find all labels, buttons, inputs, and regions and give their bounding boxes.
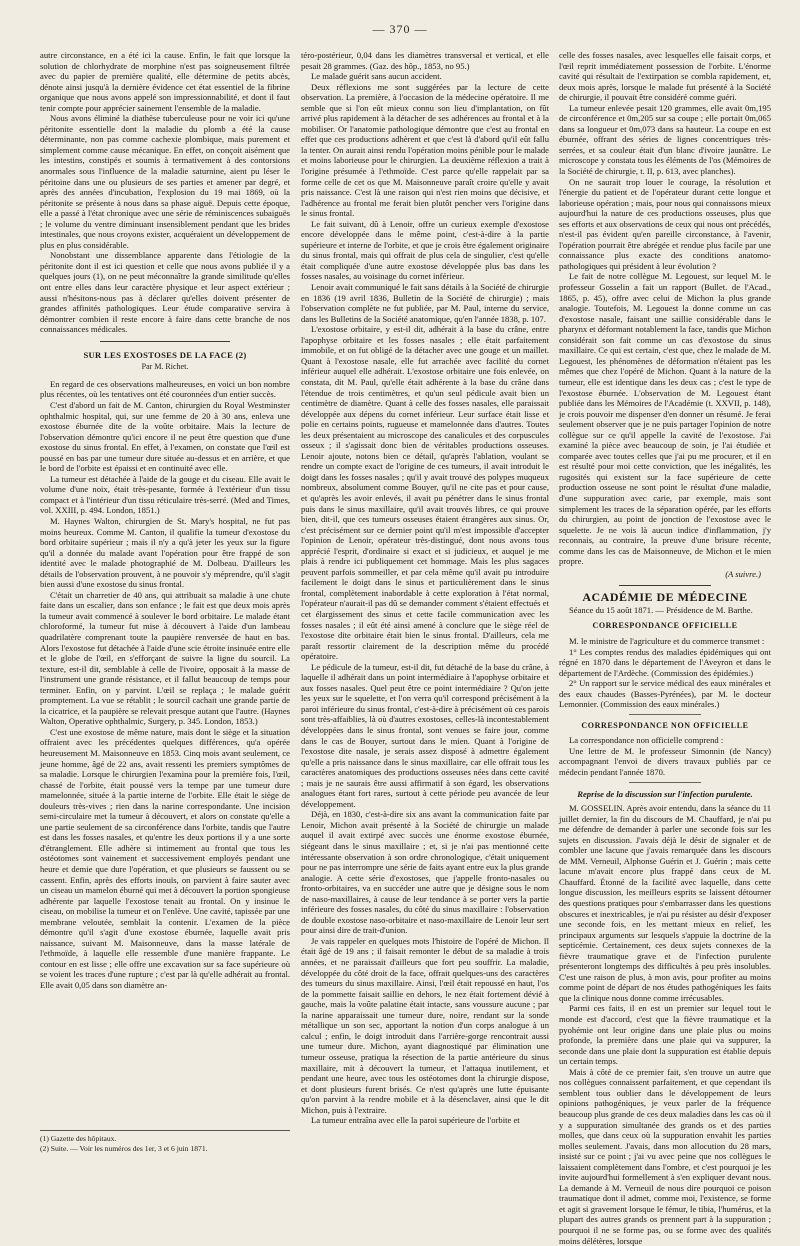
paragraph: M. Haynes Walton, chirurgien de St. Mary's hospital, ne fut pas moins heureux. Comme M. Canton, il qualifie la tumeur d'exostose du bord orbitaire supérieur ; mais il n'y a qu'à jeter les yeux sur la figure qu'il a donnée du malade avant l'opération pour être frappé de son identité avec le malade photographié de M. Dolbeau. D'ailleurs les détails de l'observation prouvent, à ne pouvoir s'y méprendre, qu'il s'agit bien aussi d'une exostose du sinus frontal.	[40, 515, 290, 590]
footnote: (2) Suite. — Voir les numéros des 1er, 3 et 6 juin 1871.	[40, 1144, 208, 1153]
to-be-continued: (A suivre.)	[725, 568, 761, 579]
paragraph: Parmi ces faits, il en est un premier sur lequel tout le monde est d'accord, c'est que la fièvre traumatique et la pyohémie ont leur origine dans une plaie plus ou moins profonde, la première dans une plaie qui va suppurer, la seconde dans une plaie dont la suppuration est établie depuis un certain temps.	[559, 1003, 771, 1067]
paragraph: téro-postérieur, 0,04 dans les diamètres transversal et vertical, et elle pesait 28 grammes. (Gaz. des hôp., 1853, no 95.)	[301, 50, 549, 71]
subsection-divider	[629, 782, 701, 783]
column-3	[559, 50, 771, 1246]
paragraph: C'est une exostose de même nature, mais dont le siège et la situation offraient avec les précédentes quelques différences, qu'a opérée heureusement M. Maisonneuve en 1853. Cinq mois avant seulement, ce jeune homme, âgé de 22 ans, avait ressenti les premiers symptômes de sa maladie. Lorsque le chirurgien l'examina pour la première fois, l'œil, chassé de l'orbite, était poussé vers la tempe par une tumeur dure mamelonnée, située à la partie interne de l'orbite. Elle était le siège de douleurs très-vives ; rien dans la narine correspondante. Une incision semi-circulaire met la tumeur à découvert, et alors on constate qu'elle a une partie seulement de sa circonférence dans l'orbite, tandis que l'autre est dans les fosses nasales, et qu'entre les deux portions il y a une sorte d'étranglement. Elle adhère si intimement au frontal que tous les ostéotomes sont vainement et successivement employés pendant une heure et demie que dure l'opération, et que plusieurs se faussent ou se cassent. Enfin, après des efforts inouïs, on parvient à faire sauter avec un ciseau un mamelon éburné qui met à découvert la portion spongieuse adhérente par laquelle l'exostose tenait au frontal. On y insinue le ciseau, on mobilise la tumeur et on l'enlève. Une cavité, tapissée par une membrane veloutée, semblait la contenir. L'examen de la pièce démontre qu'il s'agit d'une exostose éburnée, laquelle avait pris naissance, suivant M. Maisonneuve, dans la masse latérale de l'ethmoïde, à laquelle elle ressemble d'une manière frappante. Le contour en est lisse ; elle offre une excavation sur sa face supérieure où se voient les traces d'une rupture ; c'est par là qu'elle adhérait au frontal. Elle avait 0,05 dans son diamètre an-	[40, 726, 290, 991]
session-line: Séance du 15 août 1871. — Présidence de M. Barthe.	[569, 604, 753, 615]
paragraph: Le fait de notre collègue M. Legouest, sur lequel M. le professeur Gosselin a fait un rapport (Bullet. de l'Acad., 1865, p. 45), offre avec celui de Michon la plus grande analogie. Toutefois, M. Legouest la donne comme un cas d'exostose nasale, faisant une saillie considérable dans le pharynx et déformant notablement la face, tandis que Michon considérait son fait comme un cas d'exostose du sinus maxillaire. Ce qui est certain, c'est que, chez le malade de M. Legouest, les phénomènes de déformation n'étaient pas les mêmes que chez l'opéré de Michon. Quant à la nature de la tumeur, elle est identique dans les deux cas ; c'est le type de l'exostose éburnée. L'observation de M. Legouest étant publiée dans les Mémoires de l'Académie (t. XXVII, p. 148), je crois pouvoir me dispenser d'en donner un résumé. Je ferai seulement observer que je ne puis partager l'opinion de notre collègue sur ce qu'il appelle la cavité de l'exostose. J'ai examiné la pièce avec beaucoup de soin, je l'ai étudiée et comparée avec toutes celles que j'ai pu me procurer, et il en est résulté pour moi cette conviction, que les inégalités, les rugosités qui existent sur la face supérieure de cette production osseuse ne sont point le résultat d'une maladie, d'une suppuration avec carie, par exemple, mais sont simplement les traces de la séparation opérée, par les efforts du chirurgien, au point de jonction de l'exostose avec le squelette. Je ne vois là aucun indice d'inflammation, j'y reconnais, au contraire, la preuve d'une brisure récente, comme dans les cas de Maisonneuve, de Michon et le mien propre.	[559, 271, 771, 567]
paragraph: Deux réflexions me sont suggérées par la lecture de cette observation. La première, à l'occasion de la médecine opératoire. Il me semble que si l'on eût mieux connu son lieu d'implantation, on fût arrivé plus rapidement à la détacher de ses adhérences au frontal et à la mobiliser. Or l'anatomie pathologique démontre que c'est au frontal en effet que ces productions adhèrent et que c'est là d'abord qu'il eût fallu la tenter. On aurait ainsi rendu l'opération moins pénible pour le malade et moins laborieuse pour le chirurgien. La deuxième réflexion a trait à l'origine présumée à l'ethmoïde. C'est parce qu'elle rappelait par sa forme celle de cet os que M. Maisonneuve paraît croire qu'elle y avait pris naissance. C'est là une raison qui n'est rien moins que décisive, et l'adhérence au frontal me ferait bien plutôt pencher vers l'origine dans le sinus frontal.	[301, 81, 549, 219]
footnote: (1) Gazette des hôpitaux.	[40, 1134, 117, 1143]
article-title: SUR LES EXOSTOSES DE LA FACE (2)	[83, 349, 247, 360]
paragraph: M. GOSSELIN. Après avoir entendu, dans la séance du 11 juillet dernier, la fin du discours de M. Chauffard, je n'ai pu me défendre de demander à parler une seconde fois sur les sujets en discussion. J'avais déjà le désir de signaler et de combler une lacune que j'avais remarquée dans les discours de MM. Verneuil, Alphonse Guérin et J. Guérin ; mais cette lacune m'avait encore plus frappé dans ceux de M. Chauffard. Étonné de la facilité avec laquelle, dans cette longue discussion, les meilleurs esprits se laissent détourner des questions pratiques pour s'embarrasser dans les questions obscures et inextricables, je n'ai pu résister au désir d'exposer une seconde fois, en les mettant mieux en relief, les principaux arguments sur lesquels s'appuie la doctrine de la septicémie. Certainement, ces deux sujets connexes de la fièvre traumatique grave et de l'infection purulente présenteront longtemps des difficultés à peu près insolubles. C'est une raison de plus, à mon avis, pour profiter au moins comme point de départ de nos études pathogéniques les faits que la clinique nous donne comme irrécusables.	[559, 803, 771, 1003]
paragraph: Le pédicule de la tumeur, est-il dit, fut détaché de la base du crâne, à laquelle il adhérait dans un point intermédiaire à l'apophyse orbitaire et aux fosses nasales. Quel peut être ce point intermédiaire ? Qu'on jette les yeux sur le squelette, et l'on verra qu'il correspond précisément à la paroi inférieure du sinus frontal, c'est-à-dire à précisément où ces parois sont très-affaiblies, là où d'autres exostoses, celles-là incontestablement développées dans le sinus frontal, sont venues se faire jour, comme dans le cas de Bouyer, surtout dans le mien. Quant à l'origine de l'exostose dite nasale, je serais assez disposé à admettre également qu'elle a pris naissance dans le sinus maxillaire, car elle offrait tous les caractères anatomiques des productions osseuses nées dans cette cavité ; mais je ne saurais être aussi affirmatif à son égard, les observations analogues étant fort rares, surtout à cette période peu avancée de leur développement.	[301, 661, 549, 809]
paragraph: On ne saurait trop louer le courage, la résolution et l'énergie du patient et de l'opérateur durant cette longue et laborieuse opération ; mais, pour nous qui connaissons mieux aujourd'hui la nature de ces productions osseuses, plus que ses efforts et aux observations de ceux qui nous ont précédés, n'est-il pas évident qu'en pareille circonstance, à l'avenir, l'opération pourrait être abrégée et rendue plus facile par une connaissance plus exacte des conditions anatomo-pathologiques qui président à leur évolution ?	[559, 176, 771, 271]
article-author: Par M. Richet.	[141, 362, 189, 372]
paragraph: Le malade guérit sans aucun accident.	[311, 71, 442, 82]
subsection-title: CORRESPONDANCE NON OFFICIELLE	[581, 720, 749, 730]
paragraph: celle des fosses nasales, avec lesquelles elle faisait corps, et l'œil reprit immédiatement possession de l'orbite. L'énorme cavité qui résultait de l'extirpation se combla rapidement, et, deux mois après, lorsque le malade fut présenté à la Société de chirurgie, il pouvait être considéré comme guéri.	[559, 50, 771, 103]
paragraph: Mais à côté de ce premier fait, s'en trouve un autre que nos collègues connaissent parfaitement, et que cependant ils semblent tous oublier dans le développement de leurs opinions pathogéniques, je veux parler de la fréquence beaucoup plus grande de ces deux maladies dans les cas où il y a suppuration simultanée des grands os et des parties molles, que dans ceux où la suppuration envahit les parties molles seulement. J'avais, dans mon allocution du 28 mars, insisté sur ce point ; j'ai vu avec peine que nos collègues le laissaient complètement dans l'ombre, et c'est pourquoi je les invite aujourd'hui formellement à s'en expliquer devant nous. La demande à M. Verneuil de nous dire pourquoi ce poison traumatique dont il admet, comme moi, l'existence, se forme et agit si gravement lorsque le fémur, le tibia, l'humérus, et la plupart des autres grands os prennent part à la suppuration ; pourquoi il ne se forme pas, ou se forme avec des qualités moins délétères, lorsque	[559, 1066, 771, 1246]
section-title: ACADÉMIE DE MÉDECINE	[582, 590, 748, 605]
section-divider	[619, 585, 711, 586]
section-divider	[100, 341, 230, 342]
paragraph: Lenoir avait communiqué le fait sans détails à la Société de chirurgie en 1836 (19 avril 1836, Bulletin de la Société de chirurgie) ; mais l'observation complète ne fut publiée, par M. Paul, interne du service, dans les Bulletins de la Société anatomique, qu'en l'année 1838, p. 107.	[301, 282, 549, 324]
paragraph: 1° Les comptes rendus des maladies épidémiques qui ont régné en 1870 dans le département de l'Aveyron et dans le département de l'Ardèche. (Commission des épidémies.)	[559, 646, 771, 678]
page-number: — 370 —	[372, 22, 428, 36]
paragraph: En regard de ces observations malheureuses, en voici un bon nombre plus récentes, où les tentatives ont été couronnées d'un entier succès.	[40, 378, 290, 400]
subsection-title: CORRESPONDANCE OFFICIELLE	[592, 621, 738, 631]
footnotes	[40, 1130, 290, 1154]
paragraph: Une lettre de M. le professeur Simonnin (de Nancy) accompagnant l'envoi de divers travaux publiés par ce médecin pendant l'année 1870.	[559, 745, 771, 777]
paragraph: Déjà, en 1830, c'est-à-dire six ans avant la communication faite par Lenoir, Michon avait présenté à la Société de chirurgie un malade auquel il avait extirpé avec succès une énorme exostose éburnée, siégeant dans le sinus maxillaire ; et, si je n'ai pas mentionné cette intéressante observation à son ordre chronologique, c'était uniquement pour ne pas interrompre une série de faits ayant entre eux la plus grande analogie. A cette série d'exostoses, que j'appelle fronto-nasales ou fronto-orbitaires, va en succéder une autre que je désigne sous le nom de naso-maxillaires, à cause de leur tendance à se porter vers la partie inférieure des fosses nasales, du côté du sinus maxillaire : l'observation de double exostose naso-orbitaire et naso-maxillaire de Lenoir leur sert pour ainsi dire de trait-d'union.	[301, 809, 549, 936]
paragraph: La tumeur est détachée à l'aide de la gouge et du ciseau. Elle avait le volume d'une noix, était très-pesante, formée à l'extérieur d'un tissu compact et à l'intérieur d'un tissu réticulaire très-serré. (Med and Times, vol. XXIII, p. 494. London, 1851.)	[40, 473, 290, 516]
paragraph: Je vais rappeler en quelques mots l'histoire de l'opéré de Michon. Il était âgé de 19 ans ; il faisait remonter le début de sa maladie à trois années, et ne paraissait d'ailleurs que fort peu souffrir. La maladie, développée du côté droit de la face, offrait quelques-uns des caractères des tumeurs du sinus maxillaire. Ainsi, l'œil était repoussé en haut, l'os de la pommette faisait saillie en dehors, le nez était fortement dévié à gauche, mais la voûte palatine était intacte, sans voussure aucune ; par la narine apparaissait une tumeur dure, noire, rendant sur la sonde métallique un son sec, apportant la notion d'un corps analogue à un calcul ; enfin, le doigt introduit dans l'arrière-gorge rencontrait aussi une tumeur dure. Michon, ayant diagnostiqué par élimination une tumeur osseuse, pratiqua la résection de la partie antérieure du sinus maxillaire, mit à découvert la tumeur, et l'attaqua inutilement, et pendant une heure, avec tous les ostéotomes dont la chirurgie dispose, et dont plusieurs furent brisés. Ce n'est qu'après une lutte épuisante qu'on parvint à la rendre mobile et à la désenclaver, ainsi que le dit Michon, puis à l'extraire.	[301, 935, 549, 1115]
paragraph: autre circonstance, en a été ici la cause. Enfin, le fait que lorsque la solution de chlorhydrate de morphine n'est pas soigneusement filtrée avec du papier de première qualité, elle détermine de petits abcès, dénote ainsi jusqu'à la dernière évidence cet état essentiel de la fibrine organique que nous avons appelé son impressionnabilité, et dont il faut tenir compte pour apprécier sainement l'ensemble de la maladie.	[40, 50, 290, 113]
paragraph: La tumeur entraîna avec elle la paroi supérieure de l'orbite et	[311, 1115, 520, 1126]
paragraph: Le fait suivant, dû à Lenoir, offre un curieux exemple d'exostose encore développée dans le même point, c'est-à-dire à la partie supérieure et interne de l'orbite, et que je crois être également originaire du sinus frontal, mais qui offrait de plus cela de singulier, c'est qu'elle était compliquée d'une autre exostose développée plus bas dans les fosses nasales, au voisinage du cornet inférieur.	[301, 218, 549, 282]
paragraph: M. le ministre de l'agriculture et du commerce transmet :	[569, 635, 765, 646]
paragraph: L'exostose orbitaire, y est-il dit, adhérait à la base du crâne, entre l'apophyse orbitaire et les fosses nasales ; elle était parfaitement immobile, et on fut obligé de la détacher avec une gouge et un maillet. Quant à l'exostose nasale, elle fut arrachée avec facilité du cornet inférieur auquel elle adhérait. L'exostose orbitaire une fois enlevée, on constata, dit M. Paul, qu'elle était adhérente à la base du crâne dans l'étendue de trois centimètres, et qu'un seul pédicule avait bien un centimètre de diamètre. Quant à celle des fosses nasales, elle paraissait développée aux dépens du cornet inférieur. Leur surface était lisse et polie en certains points, rugueuse et mamelonnée dans d'autres. Toutes les deux présentaient au microscope des canalicules et des corpuscules osseux ; il s'agissait donc bien de véritables productions osseuses. Lenoir ajoute, notons bien ce détail, qu'après l'ablation, voulant se rendre un compte exact de l'origine de ces tumeurs, il avait introduit le doigt dans les fosses nasales ; qu'il y avait trouvé des polypes muqueux nombreux, absolument comme Bouyer, qu'il ne cite pas et pour cause, et qu'après les avoir enlevés, il avait pu pénétrer dans le sinus frontal puis dans le sinus maxillaire, qu'il avait trouvés libres, ce qui prouve bien, dit-il, que ces tumeurs osseuses étaient étrangères aux sinus. Or, c'est précisément sur ce dernier point qu'il m'est impossible d'accepter l'opinion de Lenoir, opérateur très-distingué, dont nous avons tous apprécié l'esprit, d'ordinaire si exact et si judicieux, et auquel je me plais à rendre ici publiquement cet hommage. Mais les plus sagaces peuvent parfois sommeiller, et par cela même qu'il avait pu introduire facilement le doigt dans le sinus et particulièrement dans le sinus frontal, complètement inabordable à cette exploration à l'état normal, l'opérateur n'aurait-il pas dû se demander comment s'étaient effectués et cet élargissement des sinus et cette facile communication avec les fosses nasales ; il eût été ainsi amené à conclure que le siège réel de l'exostose dite orbitaire était bien le sinus frontal. D'ailleurs, cela me paraît ressortir clairement de la description même du procédé opératoire.	[301, 324, 549, 662]
column-1	[40, 50, 290, 1130]
paragraph: La tumeur enlevée pesait 120 grammes, elle avait 0m,195 de circonférence et 0m,205 sur sa coupe ; elle portait 0m,065 dans sa longueur et 0m,073 dans sa hauteur. La coupe en est éburnée, offrant des séries de lignes concentriques très-serrées, et sa couleur était d'un blanc d'ivoire jaunâtre. Le microscope y constata tous les éléments de l'os (Mémoires de la Société de chirurgie, t. II, p. 613, avec planches).	[559, 102, 771, 177]
paragraph: Nous avons éliminé la diathèse tuberculeuse pour ne voir ici qu'une péritonite essentielle dont la maladie du plomb a été la cause déterminante, non pas comme cachexie plombique, mais purement et simplement comme cause mécanique. En effet, on conçoit aisément que les intestins, constipés et soumis à termativement à des contorsions anormales sous l'influence de la maladie saturnine, aient pu léser le péritoine dans une ou plusieurs de ses parties et amener par degré, et après des années d'incubation, l'explosion du 19 mai 1869, où la péritonite se présente à nous dans sa phase aiguë. Depuis cette époque, elle a passé à l'état chronique avec une série de réminiscences subaiguës ; le volume du ventre diminuant insensiblement pendant que les brides intestinales, que nous croyons exister, acquéraient un développement de plus en plus considérable.	[40, 113, 290, 250]
paragraph: C'est d'abord un fait de M. Canton, chirurgien du Royal Westminster ophthalmic hospital, qui, sur une femme de 20 à 30 ans, enleva une exostose éburnée dite de la voûte orbitaire. Mais la lecture de l'observation démontre qu'ici encore il ne peut être question que d'une exostose du sinus frontal. En effet, à l'examen, on constate que l'œil est poussé en bas par une tumeur dure située au-dessus et en arrière, et que le bord de l'orbite est épaissi et en continuité avec elle.	[40, 399, 290, 474]
discussion-title: Reprise de la discussion sur l'infection purulente.	[577, 788, 753, 799]
paragraph: La correspondance non officielle comprend :	[569, 735, 724, 746]
subsection-divider	[629, 714, 701, 715]
column-2	[301, 50, 549, 1130]
paragraph: C'était un charretier de 40 ans, qui attribuait sa maladie à une chute faite dans un escalier, dans son enfance ; le fait est que deux mois après la tumeur avait commencé à soulever le bord orbitaire. Le malade étant chloroformé, la tumeur fut mise à découvert à l'aide d'un lambeau quadrilatère comprenant toute la paupière renversée de haut en bas. Alors l'exostose fut détachée à l'aide d'une scie étroite insinuée entre elle et le globe de l'œil, en s'efforçant de suivre la ligne du sourcil. La texture, est-il dit, semblable à celle de l'ivoire, opposait à la masse de l'instrument une grande résistance, et il fallut beaucoup de temps pour terminer. Enfin, on y parvint. L'œil se replaça ; le malade guérit promptement. La vue se rétablit ; le sourcil cachait une grande partie de la cicatrice, et la paupière se relevait presque autant que l'autre. (Haynes Walton, Operative ophthalmic, Surgery, p. 345. London, 1853.)	[40, 589, 290, 727]
paragraph: Nonobstant une dissemblance apparente dans l'étiologie de la péritonite dont il est ici question et celle que nous avons publiée il y a quelques jours (1), on ne peut méconnaître la grande similitude qu'elles ont entre elles dans leur caractère physique et leur aspect extérieur ; aussi n'hésitons-nous pas à déclarer qu'elles doivent présenter de grandes affinités pathologiques. Leur étude comparative servira à démontrer combien il reste encore à faire dans cette branche de nos connaissances médicales.	[40, 250, 290, 335]
paragraph: 2° Un rapport sur le service médical des eaux minérales et des eaux chaudes (Basses-Pyrénées), par M. le docteur Lemonnier. (Commission des eaux minérales.)	[559, 678, 771, 710]
